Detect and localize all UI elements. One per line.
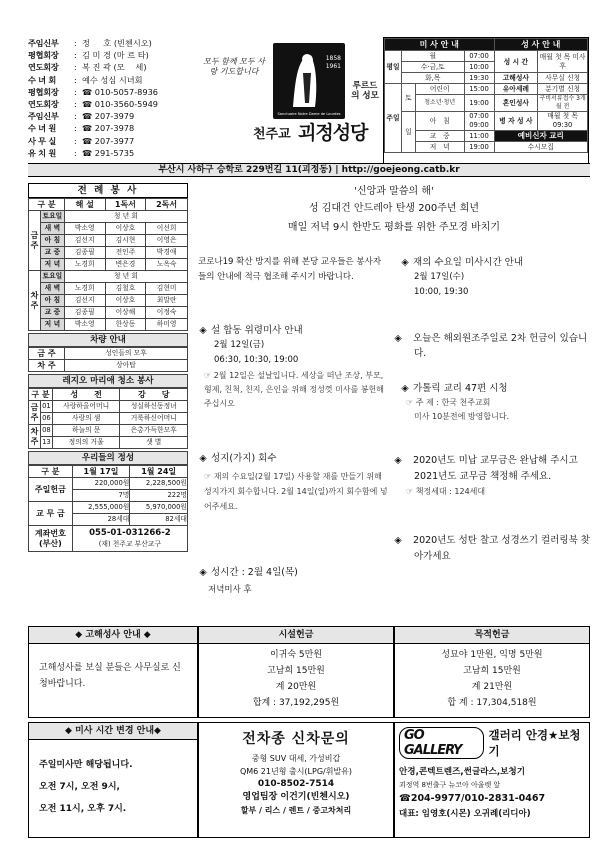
liturgy-col-header: 구 분 — [29, 199, 65, 211]
liturgy-week-label: 금주 — [29, 211, 41, 271]
staff-role: 연도회장 — [28, 62, 59, 73]
emblem-year-1: 1858 — [325, 55, 341, 62]
staff-row — [28, 86, 208, 98]
liturgy-mass-label: 저 녁 — [40, 259, 64, 271]
sunday-label: 주일 — [385, 84, 402, 153]
car-title: 차량 안내 — [28, 333, 188, 347]
staff-row — [28, 147, 208, 159]
mass-day: 아 침 — [415, 112, 464, 131]
staff-role: 수 녀 원 — [28, 123, 56, 134]
liturgy-server: 김선지 — [64, 295, 105, 307]
colon: : — [74, 111, 77, 122]
staff-role: 사 무 실 — [28, 135, 56, 146]
purpose-header: 목적헌금 — [395, 627, 589, 644]
staff-value: ☎ 291-5735 — [82, 147, 135, 158]
legio-col-header: 구 분 — [29, 389, 53, 401]
facility-line: 계 20만원 — [275, 682, 317, 692]
legio-sanctuary: 사랑의 샘 — [52, 413, 120, 425]
colon: : — [74, 38, 77, 48]
car-week-label: 차 주 — [29, 360, 65, 372]
saturday-group: 청 년 회 — [64, 211, 187, 223]
diamond-bullet-icon: ◈ — [401, 257, 409, 268]
staff-role: 주임신부 — [28, 111, 59, 122]
sacrament-value: 분기별 신청 — [538, 84, 588, 95]
liturgy-server: 김종필 — [64, 307, 105, 319]
ad-line: QM6 21년형 출시(LPG/휘발유) — [239, 767, 353, 776]
mass-time: 19:30 — [464, 73, 494, 84]
address-bar: 부산시 사하구 승학로 229번길 11(괴정동) | http://goejeong.catb.kr — [28, 163, 590, 177]
liturgy-server: 노경희 — [64, 259, 105, 271]
facility-line: 고남희 15만원 — [267, 666, 325, 676]
mass-change-header: ◆ 미사 시간 변경 안내◆ — [29, 723, 197, 740]
sacrament-name: 고해성사 — [494, 73, 538, 84]
offering-value: 5,970,000원 — [130, 502, 188, 514]
purpose-line: 성묘야 1만원, 익명 5만원 — [441, 650, 543, 660]
colon: : — [74, 123, 77, 134]
liturgy-server: 이정숙 — [146, 307, 188, 319]
ad-line: 영업팀장 이건기(빈첸시오) — [242, 792, 350, 802]
staff-value: ☎ 207-3979 — [82, 111, 135, 122]
liturgy-mass-label: 새 벽 — [40, 223, 64, 235]
diamond-bullet-icon: ◈ — [199, 567, 207, 578]
legio-title: 레지오 마리애 청소 봉사 — [28, 374, 188, 388]
colon: : — [74, 62, 77, 73]
school-fee-notice — [394, 453, 590, 499]
facility-offering-box — [198, 626, 394, 718]
liturgy-mass-label: 교 중 — [40, 307, 64, 319]
sacrament-value: 매월 첫 목 09:30 — [538, 112, 588, 131]
staff-value: ☎ 010-5057-8936 — [82, 86, 159, 97]
mass-day: 저 녁 — [415, 142, 464, 153]
ad-phone: ☎204-9977/010-2831-0467 — [399, 793, 546, 804]
covid-notice: 코로나19 확산 방지를 위해 본당 교우들은 봉사자들의 안내에 적극 협조해 주시기 바랍니다. — [198, 257, 382, 282]
lourdes-title: 루르드의 성모 — [351, 81, 379, 101]
liturgy-server: 김철호 — [105, 283, 146, 295]
mass-time: 11:00 — [464, 131, 494, 142]
notice-line: 저녁미사 후 — [208, 585, 252, 595]
sacrament-name: 혼인성사 — [494, 95, 538, 112]
facility-line: 이귀숙 5만원 — [269, 650, 323, 660]
diamond-bullet-icon: ◈ — [401, 383, 409, 394]
car-group: 상아탑 — [65, 360, 188, 372]
mass-time: 10:00 — [464, 62, 494, 73]
liturgy-mass-label: 교 중 — [40, 247, 64, 259]
sunday-sub-label: 일 — [401, 112, 415, 153]
notice-sub: ☞ 2월 12일은 설날입니다. 세상을 떠난 조상, 부모, 형제, 친척, 친지, 은인을 위해 정성껏 미사를 봉헌해 주십시오 — [204, 371, 384, 408]
offering-table — [28, 465, 188, 552]
staff-role: 수 녀 회 — [28, 74, 56, 85]
notice-title: 오늘은 해외원조주일로 2차 헌금이 있습니다. — [413, 333, 588, 359]
offering-count: 28세대 — [72, 514, 130, 526]
liturgy-server: 이상해 — [105, 307, 146, 319]
offering-title: 우리들의 정성 — [28, 451, 188, 465]
offering-col-header: 구 분 — [29, 466, 73, 478]
sacrament-header: 성 사 안 내 — [494, 39, 588, 51]
diamond-bullet-icon: ◈ — [394, 455, 402, 466]
legio-number: 06 — [40, 413, 52, 425]
staff-role: 평협회장 — [28, 86, 59, 97]
liturgy-server: 김시현 — [105, 235, 146, 247]
legio-table — [28, 388, 188, 449]
colon: : — [74, 86, 77, 97]
saturday-label: 토요일 — [40, 211, 64, 223]
diamond-bullet-icon: ◈ — [394, 333, 402, 344]
theme-line-1: '신앙과 말씀의 해' — [354, 186, 434, 197]
notice-title: 2020년도 미납 교무금은 완납해 주시고 2021년도 교무금 책정해 주세요. — [413, 455, 578, 482]
car-group: 성인들의 모후 — [65, 348, 188, 360]
staff-value: ☎ 207-3977 — [82, 135, 135, 146]
notice-sub: ☞ 책정세대 : 124세대 — [406, 487, 486, 496]
liturgy-server: 김현미 — [146, 283, 188, 295]
ash-wednesday-notice — [400, 255, 590, 300]
church-logo-area — [203, 37, 381, 155]
staff-value: 예수 성심 시녀회 — [82, 74, 143, 85]
sacrament-value: 사무실 신청 — [538, 73, 588, 84]
legio-week-label: 차주 — [29, 425, 41, 449]
liturgy-mass-label: 저 녁 — [40, 319, 64, 331]
mass-time: 15:00 — [464, 84, 494, 95]
mass-time: 19:00 — [464, 95, 494, 112]
account-label: 계좌번호 (부산) — [29, 526, 73, 552]
diamond-bullet-icon: ◈ — [394, 535, 402, 546]
legio-sanctuary: 하늘의 문 — [52, 425, 120, 437]
liturgy-server: 이상호 — [105, 223, 146, 235]
mass-day: 월 — [401, 51, 464, 62]
liturgy-server: 최말란 — [146, 295, 188, 307]
liturgy-server: 전인주 — [105, 247, 146, 259]
ad-line: 대표: 임영호(시몬) 오귀례(리디아) — [399, 809, 531, 819]
legio-sanctuary: 사랑하올어머니 — [52, 401, 120, 413]
liturgy-col-header: 1독서 — [105, 199, 146, 211]
staff-directory — [28, 37, 208, 159]
notice-line: 2월 12일(금) — [214, 340, 265, 350]
legio-hall: 샛 별 — [120, 437, 188, 449]
mass-header: 미 사 안 내 — [385, 39, 495, 51]
gallery-logo: GO GALLERY — [399, 727, 484, 759]
notice-sub: ☞ 주 제 : 한국 천주교회 — [406, 398, 491, 407]
offering-value: 2,228,500원 — [130, 478, 188, 490]
overseas-aid-notice — [394, 331, 590, 361]
catechism-notice — [400, 381, 590, 424]
liturgy-week-label: 차주 — [29, 271, 41, 331]
mass-change-box — [28, 722, 198, 838]
saturday-label: 토 — [401, 84, 415, 112]
facility-total: 합계 : 37,192,295원 — [252, 698, 340, 708]
mass-change-line: 오전 11시, 오후 7시. — [39, 804, 127, 814]
notice-sub: ☞ 재의 수요일(2월 17일) 사용할 재를 만들기 위해 성지가지 회수합니다. 2월 14일(일)까지 회수함에 넣어주세요. — [204, 472, 388, 511]
ad-line: 안경,콘텍트렌즈,썬글라스,보청기 — [399, 767, 526, 777]
staff-value: ☎ 207-3978 — [82, 123, 135, 134]
notice-title: 2020년도 성탄 찰고 성경쓰기 컬러링북 찾아가세요 — [413, 535, 590, 562]
notice-sub: 미사 10분전에 방영합니다. — [414, 412, 510, 421]
colon: : — [74, 98, 77, 109]
car-dealer-ad — [198, 722, 394, 838]
notice-title: 성시간 : 2월 4일(목) — [211, 567, 298, 578]
purpose-total: 합 계 : 17,304,518원 — [447, 698, 537, 708]
ad-phone: 010-8502-7514 — [257, 779, 335, 789]
mass-schedule-box — [383, 37, 589, 169]
legio-number: 01 — [40, 401, 52, 413]
offering-count: 7명 — [72, 490, 130, 502]
liturgy-server: 박경애 — [146, 247, 188, 259]
liturgy-server: 이영은 — [146, 235, 188, 247]
lourdes-emblem — [273, 43, 345, 119]
palm-return-notice — [198, 451, 388, 514]
mass-change-line: 오전 7시, 오전 9시, — [39, 782, 120, 792]
diamond-bullet-icon: ◈ — [199, 453, 207, 464]
saturday-label: 토요일 — [40, 271, 64, 283]
staff-row — [28, 98, 208, 110]
notice-line: 2월 17일(수) — [414, 272, 465, 282]
optical-shop-ad — [394, 722, 590, 838]
school-fee-label: 교 무 금 — [29, 502, 73, 526]
liturgy-title: 전 례 봉 사 — [28, 183, 188, 198]
liturgy-server: 한상동 — [105, 319, 146, 331]
ad-line: 중형 SUV 대세, 가성비갑 — [251, 754, 341, 763]
liturgy-server: 김선지 — [64, 235, 105, 247]
liturgy-server: 노경희 — [64, 283, 105, 295]
liturgy-server: 박소영 — [64, 319, 105, 331]
bottom-section — [28, 626, 590, 838]
staff-role: 주임신부 — [28, 38, 59, 48]
colon: : — [74, 147, 77, 158]
legio-col-header: 강 당 — [120, 389, 188, 401]
mass-schedule-table — [384, 38, 588, 153]
offering-col-header: 1월 24일 — [130, 466, 188, 478]
bulletin-page — [28, 37, 590, 838]
confession-box — [28, 626, 198, 718]
car-table — [28, 347, 188, 372]
account-name: (재) 천주교 부산교구 — [98, 539, 161, 548]
catechumen-value: 수시모집 — [494, 142, 588, 153]
emblem-caption: Sanctuaire Notre Dame de Lourdes — [277, 112, 341, 116]
legio-sanctuary: 정의의 거울 — [52, 437, 120, 449]
notice-title: 성지(가지) 회수 — [211, 453, 277, 464]
legio-week-label: 금주 — [29, 401, 41, 425]
ad-line: 할부 / 리스 / 렌트 / 중고차처리 — [240, 806, 352, 815]
theme-line-2: 성 김대건 안드레아 탄생 200주년 희년 — [308, 203, 480, 214]
holy-hour-notice — [198, 565, 388, 598]
liturgy-server: 박소영 — [64, 223, 105, 235]
theme-line-3: 매일 저녁 9시 한반도 평화를 위한 주모경 바치기 — [287, 222, 501, 233]
mass-day: 교 중 — [415, 131, 464, 142]
ad-title: 전차종 신차문의 — [242, 731, 350, 747]
church-prefix: 천주교 — [253, 127, 291, 142]
weekday-label: 평일 — [385, 51, 402, 84]
offering-count: 222명 — [130, 490, 188, 502]
liturgy-mass-label: 새 벽 — [40, 283, 64, 295]
purpose-offering-box — [394, 626, 590, 718]
mass-change-line: 주일미사만 해당됩니다. — [39, 760, 133, 770]
mass-time: 07:00 — [464, 51, 494, 62]
staff-row — [28, 37, 208, 49]
legio-col-header: 성 전 — [52, 389, 120, 401]
saturday-group: 청 년 회 — [64, 271, 187, 283]
memorial-mass-notice — [198, 323, 388, 411]
facility-header: 시설헌금 — [199, 627, 393, 644]
mass-day: 수·금,토 — [401, 62, 464, 73]
colon: : — [74, 74, 77, 85]
liturgy-col-header: 2독서 — [146, 199, 188, 211]
staff-row — [28, 122, 208, 134]
offering-value: 220,000원 — [72, 478, 130, 490]
notice-title: 설 합동 위령미사 안내 — [211, 325, 303, 336]
ad-line: 괴정역 8번출구 뉴코아 아울렛 앞 — [399, 781, 501, 789]
notice-title: 가톨릭 교리 47편 시청 — [413, 383, 508, 394]
staff-value: 김 미 경 (마 르 타) — [82, 50, 149, 61]
sacrament-name: 성 시 간 — [494, 51, 538, 73]
staff-row — [28, 61, 208, 73]
staff-row — [28, 110, 208, 122]
staff-row — [28, 49, 208, 61]
staff-value: 정 호 (빈첸시오) — [82, 38, 152, 48]
mass-day: 어린이 — [415, 84, 464, 95]
confession-text: 고해성사를 보실 분들은 사무실로 신청바랍니다. — [39, 663, 181, 689]
offering-value: 2,555,000원 — [72, 502, 130, 514]
emblem-year-2: 1961 — [325, 63, 341, 70]
mass-time: 07:00 09:00 — [464, 112, 494, 131]
staff-role: 유 치 원 — [28, 147, 56, 158]
ad-title: 갤러리 안경★보청기 — [488, 728, 581, 758]
sunday-offering-label: 주일헌금 — [29, 478, 73, 502]
sacrament-name: 유아세례 — [494, 84, 538, 95]
staff-role: 연도회장 — [28, 98, 59, 109]
legio-number: 13 — [40, 437, 52, 449]
announcements — [198, 183, 590, 595]
liturgy-server: 노옥숙 — [146, 259, 188, 271]
left-column — [28, 183, 188, 552]
liturgy-server: 하미영 — [146, 319, 188, 331]
liturgy-server: 이선희 — [146, 223, 188, 235]
liturgy-server: 변은경 — [105, 259, 146, 271]
mass-day: 청소년·청년 — [415, 95, 464, 112]
handwritten-motto: 모두 함께 모두 사랑 기도합니다 — [203, 57, 265, 76]
staff-row — [28, 74, 208, 86]
liturgy-col-header: 해 설 — [64, 199, 105, 211]
catechumen-header: 예비신자 교리 — [494, 131, 588, 142]
offering-count: 82세대 — [130, 514, 188, 526]
purpose-line: 계 21만원 — [471, 682, 513, 692]
notice-line: 06:30, 10:30, 19:00 — [214, 355, 299, 365]
liturgy-server: 김종필 — [64, 247, 105, 259]
coloring-book-notice — [394, 533, 590, 565]
legio-number: 08 — [40, 425, 52, 437]
legio-hall: 성실하신동정녀 — [120, 401, 188, 413]
notice-line: 10:00, 19:30 — [414, 287, 469, 297]
mass-day: 화,목 — [401, 73, 464, 84]
staff-row — [28, 135, 208, 147]
staff-value: ☎ 010-3560-5949 — [82, 98, 159, 109]
car-week-label: 금 주 — [29, 348, 65, 360]
account-number: 055-01-031266-2 — [89, 527, 171, 538]
offering-col-header: 1월 17일 — [72, 466, 130, 478]
notice-title: 재의 수요일 미사시간 안내 — [413, 257, 524, 268]
mass-time: 19:00 — [464, 142, 494, 153]
liturgy-table — [28, 198, 188, 331]
sacrament-value: 매월 첫 목 미사 후 — [538, 51, 588, 73]
staff-value: 복 진 곽 (모 세) — [82, 62, 147, 73]
sacrament-name: 병 자 성 사 — [494, 112, 538, 131]
legio-hall: 거룩하신어머니 — [120, 413, 188, 425]
colon: : — [74, 135, 77, 146]
diamond-bullet-icon: ◈ — [199, 325, 207, 336]
liturgy-server: 이상호 — [105, 295, 146, 307]
church-name: 괴정성당 — [298, 122, 368, 144]
colon: : — [74, 50, 77, 61]
liturgy-mass-label: 아 침 — [40, 295, 64, 307]
sacrament-value: 구비서류접수 3개월 전 — [539, 95, 586, 110]
staff-role: 평협회장 — [28, 50, 59, 61]
purpose-line: 고남희 15만원 — [463, 666, 521, 676]
liturgy-mass-label: 아 침 — [40, 235, 64, 247]
confession-header: ◆ 고해성사 안내 ◆ — [29, 627, 197, 644]
legio-hall: 은총가득한모후 — [120, 425, 188, 437]
